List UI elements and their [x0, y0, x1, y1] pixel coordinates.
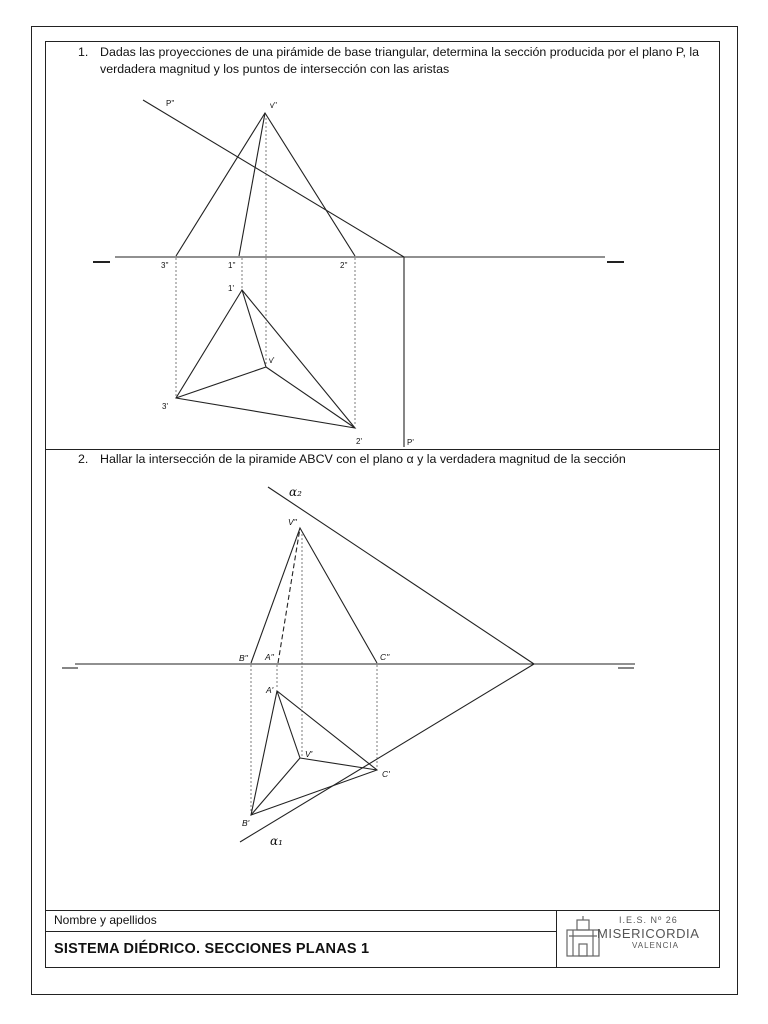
exercise-1-text: Dadas las proyecciones de una pirámide de base triangular, determina la sección producida por el plano P, la verdadera magnitud y los puntos de intersección con las aristas	[100, 45, 700, 76]
pyramid-2-hidden-edge	[278, 528, 300, 663]
pyramid-2-plan-base	[251, 691, 377, 815]
label-V-double: V''	[288, 517, 297, 527]
label-v-single: v'	[269, 356, 275, 365]
alpha-vertical-trace	[268, 487, 534, 664]
pyramid-2-plan-edge-a	[277, 691, 300, 758]
sheet-title	[45, 932, 557, 968]
label-A-single: A'	[266, 685, 274, 695]
exercise-1-number: 1.	[78, 45, 89, 59]
pyramid-2-plan-edge-c	[300, 758, 377, 770]
label-1-double: 1''	[228, 261, 236, 270]
exercise-2-text: Hallar la intersección de la piramide ABCV con el plano α y la verdadera magnitud de la sección	[100, 452, 626, 466]
label-3-single: 3'	[162, 402, 168, 411]
alpha-horizontal-trace	[240, 664, 534, 842]
label-B-single: B'	[242, 818, 250, 828]
sheet-title-text: SISTEMA DIÉDRICO. SECCIONES PLANAS 1	[54, 941, 370, 957]
logo-line-2: MISERICORDIA	[597, 926, 700, 941]
title-block	[45, 910, 720, 968]
name-field[interactable]	[45, 910, 557, 932]
label-B-double: B''	[239, 653, 248, 663]
label-C-double: C''	[380, 652, 390, 662]
exercise-2-reference-lines	[251, 534, 377, 813]
label-V-single: V'	[305, 749, 313, 759]
label-C-single: C'	[382, 769, 390, 779]
label-3-double: 3''	[161, 261, 169, 270]
logo-line-1: I.E.S. Nº 26	[619, 915, 678, 925]
label-A-double: A''	[265, 652, 274, 662]
label-alpha-2: α₂	[289, 485, 302, 499]
label-2-single: 2'	[356, 437, 362, 446]
label-alpha-1: α₁	[270, 834, 283, 848]
label-p-double: P''	[166, 99, 175, 108]
label-2-double: 2''	[340, 261, 348, 270]
name-field-label: Nombre y apellidos	[54, 913, 157, 927]
exercise-2-number: 2.	[78, 452, 89, 466]
label-v-double: v''	[270, 101, 278, 110]
pyramid-2-elevation	[251, 528, 377, 663]
logo-line-3: VALENCIA	[632, 941, 679, 950]
school-logo	[557, 910, 720, 968]
label-1-single: 1'	[228, 284, 234, 293]
label-p-single: P'	[407, 438, 414, 447]
